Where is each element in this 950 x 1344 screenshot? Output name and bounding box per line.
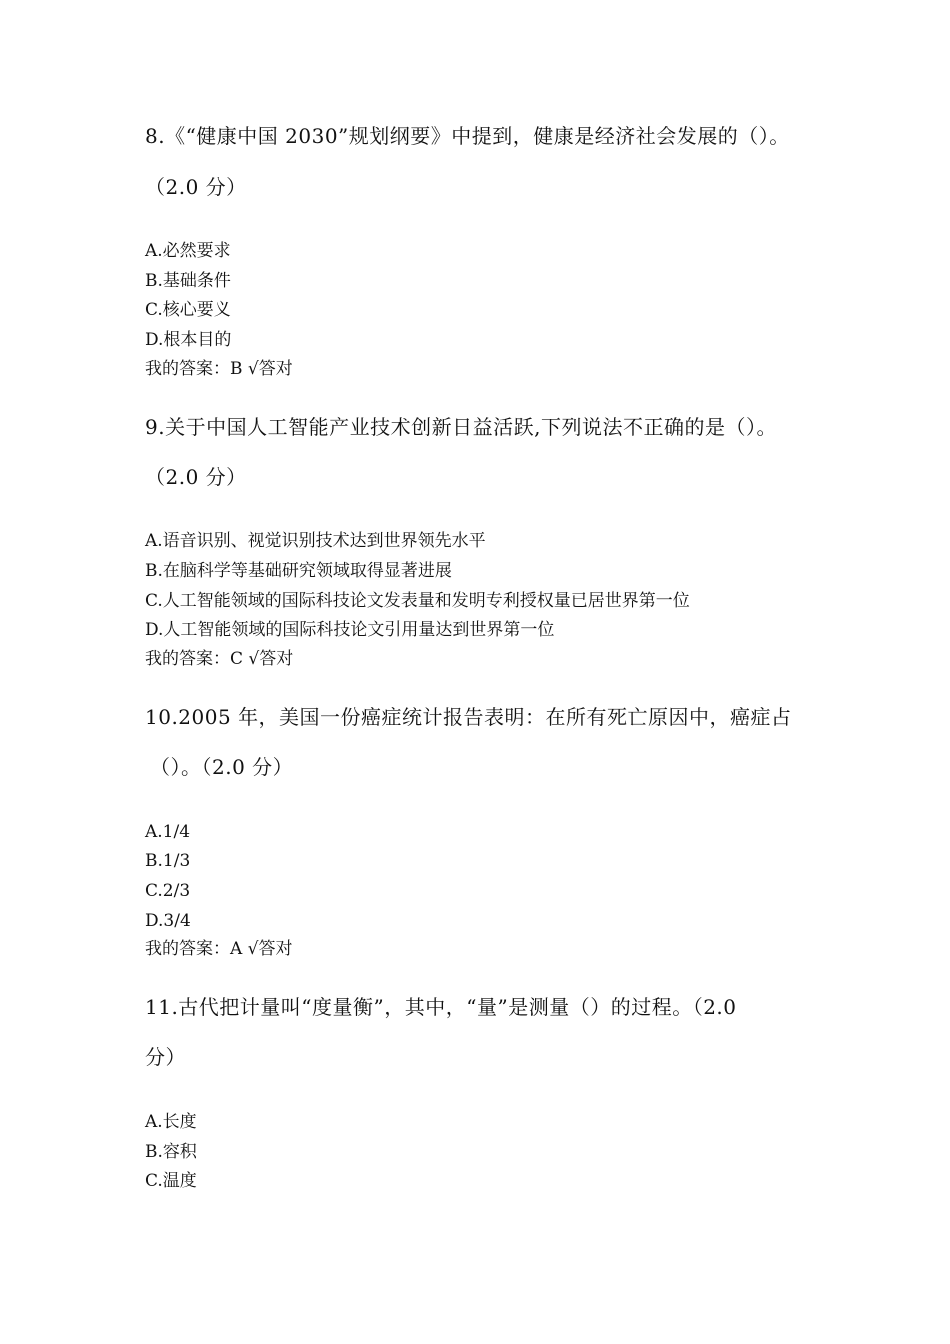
question-9-option-a: A.语音识别、视觉识别技术达到世界领先水平 (145, 531, 486, 551)
question-8-option-c: C.核心要义 (145, 300, 231, 320)
question-10-stem: 10.2005 年，美国一份癌症统计报告表明：在所有死亡原因中，癌症占 (145, 705, 792, 729)
question-8-stem: 8.《“健康中国 2030”规划纲要》中提到，健康是经济社会发展的（）。 (145, 124, 790, 148)
question-10-option-c: C.2/3 (145, 881, 191, 901)
question-11-option-b: B.容积 (145, 1142, 197, 1162)
question-10-option-b: B.1/3 (145, 851, 191, 871)
question-8-option-a: A.必然要求 (145, 241, 231, 261)
question-9-score: （2.0 分） (145, 465, 247, 489)
question-9-option-c: C.人工智能领域的国际科技论文发表量和发明专利授权量已居世界第一位 (145, 591, 690, 611)
question-11-option-c: C.温度 (145, 1171, 197, 1191)
question-9-answer: 我的答案：C √答对 (145, 649, 294, 669)
question-9-option-d: D.人工智能领域的国际科技论文引用量达到世界第一位 (145, 620, 555, 640)
question-8-option-b: B.基础条件 (145, 271, 231, 291)
question-9-stem: 9.关于中国人工智能产业技术创新日益活跃,下列说法不正确的是（）。 (145, 415, 777, 439)
question-11-score: 分） (145, 1045, 186, 1069)
question-8-option-d: D.根本目的 (145, 330, 232, 350)
question-10-option-a: A.1/4 (145, 822, 191, 842)
question-10-option-d: D.3/4 (145, 911, 191, 931)
question-11-stem: 11.古代把计量叫“度量衡”，其中，“量”是测量（）的过程。（2.0 (145, 995, 737, 1019)
question-10-score: （）。（2.0 分） (150, 755, 294, 779)
question-9-option-b: B.在脑科学等基础研究领域取得显著进展 (145, 561, 452, 581)
question-8-answer: 我的答案：B √答对 (145, 359, 293, 379)
question-8-score: （2.0 分） (145, 175, 247, 199)
question-11-option-a: A.长度 (145, 1112, 197, 1132)
question-10-answer: 我的答案：A √答对 (145, 939, 293, 959)
